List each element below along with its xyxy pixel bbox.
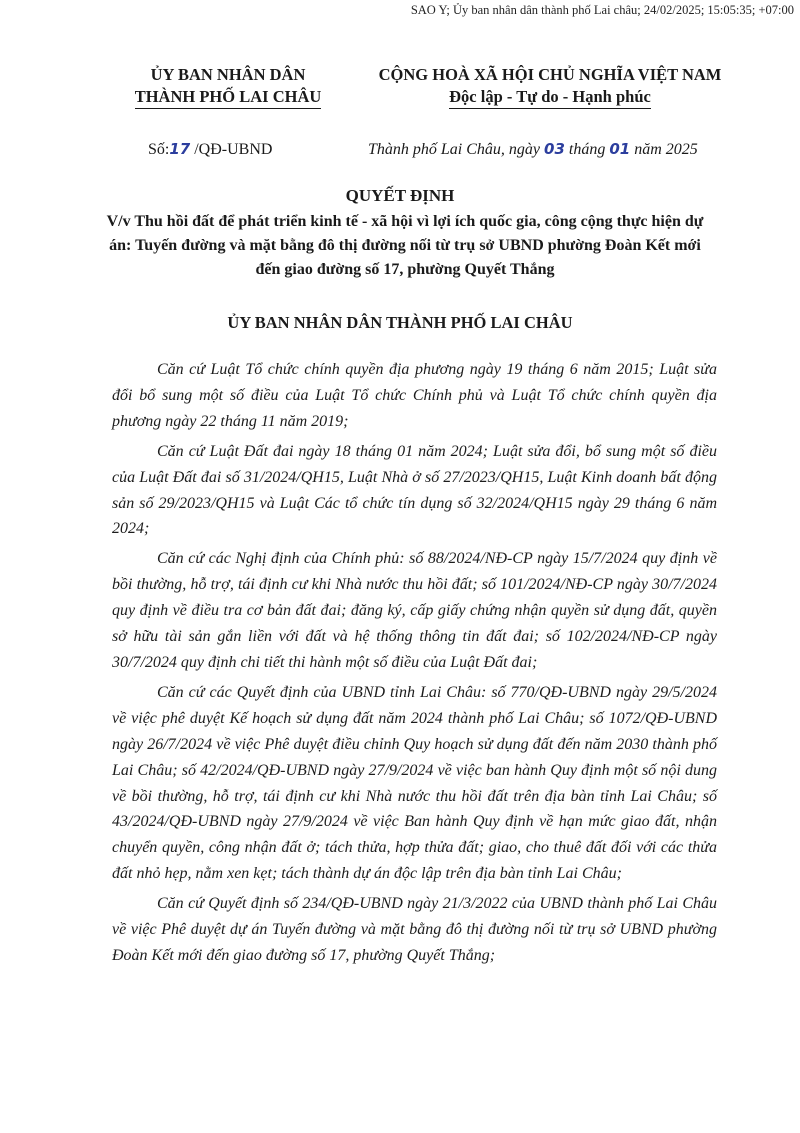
handwritten-day: 03 xyxy=(544,140,565,158)
legal-basis-paragraph: Căn cứ Luật Tổ chức chính quyền địa phương ngày 19 tháng 6 năm 2015; Luật sửa đổi bổ sung một số điều của Luật Tổ chức Chính phủ và Luật Tổ chức chính quyền địa phương ngày 22 tháng 11 năm 2019; xyxy=(112,361,717,430)
document-body xyxy=(112,357,717,973)
number-date-line xyxy=(0,140,800,164)
agency-line-2: THÀNH PHỐ LAI CHÂU xyxy=(135,86,322,109)
issuing-agency xyxy=(118,64,338,109)
legal-basis-paragraph: Căn cứ các Quyết định của UBND tỉnh Lai Châu: số 770/QĐ-UBND ngày 29/5/2024 về việc phê duyệt Kế hoạch sử dụng đất năm 2024 thành phố Lai Châu; số 1072/QĐ-UBND ngày 26/7/2024 về việc Phê duyệt điều chỉnh Quy hoạch sử dụng đất đến năm 2030 thành phố Lai Châu; số 42/2024/QĐ-UBND ngày 27/9/2024 về việc ban hành Quy định một số nội dung về bồi thường, hỗ trợ, tái định cư khi Nhà nước thu hồi đất trên địa bàn tỉnh Lai Châu; số 43/2024/QĐ-UBND ngày 27/9/2024 về việc Ban hành Quy định về hạn mức giao đất, nhận chuyển quyền, công nhận đất ở; tách thửa, hợp thửa đất; giao, cho thuê đất đối với các thửa đất nhỏ hẹp, nằm xen kẹt; tách thành dự án độc lập trên địa bàn tỉnh Lai Châu; xyxy=(112,683,717,883)
document-header xyxy=(0,64,800,124)
issuing-authority-heading: ỦY BAN NHÂN DÂN THÀNH PHỐ LAI CHÂU xyxy=(227,313,573,332)
country-name: CỘNG HOÀ XÃ HỘI CHỦ NGHĨA VIỆT NAM xyxy=(378,65,722,84)
date-prefix: Thành phố Lai Châu, ngày xyxy=(368,141,541,158)
handwritten-number: 17 xyxy=(169,140,191,158)
digital-copy-stamp: SAO Y; Ủy ban nhân dân thành phố Lai châu; 24/02/2025; 15:05:35; +07:00 xyxy=(410,3,794,17)
document-title: QUYẾT ĐỊNH xyxy=(345,186,455,205)
number-suffix: /QĐ-UBND xyxy=(194,141,273,158)
legal-basis-paragraph: Căn cứ Luật Đất đai ngày 18 tháng 01 năm 2024; Luật sửa đổi, bổ sung một số điều của Luật Đất đai số 31/2024/QH15, Luật Nhà ở số 27/2023/QH15, Luật Kinh doanh bất động sản số 29/2023/QH15 và Luật Các tổ chức tín dụng số 32/2024/QH15 ngày 29 tháng 6 năm 2024; xyxy=(112,442,717,538)
motto: Độc lập - Tự do - Hạnh phúc xyxy=(449,86,651,109)
national-motto xyxy=(350,64,750,109)
document-date xyxy=(368,140,698,159)
document-subject: V/v Thu hồi đất để phát triển kinh tế - xã hội vì lợi ích quốc gia, công cộng thực hiện dự án: Tuyến đường và mặt bằng đô thị đường nối từ trụ sở UBND phường Đoàn Kết mới đến giao đường số 17, phường Quyết Thắng xyxy=(106,213,704,278)
legal-basis-paragraph: Căn cứ Quyết định số 234/QĐ-UBND ngày 21/3/2022 của UBND thành phố Lai Châu về việc Phê duyệt dự án Tuyến đường và mặt bằng đô thị đường nối từ trụ sở UBND phường Đoàn Kết mới đến giao đường số 17, phường Quyết Thắng; xyxy=(112,895,717,964)
number-prefix: Số: xyxy=(148,141,170,158)
agency-line-1: ỦY BAN NHÂN DÂN xyxy=(150,65,306,84)
legal-basis-paragraph: Căn cứ các Nghị định của Chính phủ: số 88/2024/NĐ-CP ngày 15/7/2024 quy định về bồi thường, hỗ trợ, tái định cư khi Nhà nước thu hồi đất; số 101/2024/NĐ-CP ngày 30/7/2024 quy định về điều tra cơ bản đất đai; đăng ký, cấp giấy chứng nhận quyền sử dụng đất, quyền sở hữu tài sản gắn liền với đất và hệ thống thông tin đất đai; số 102/2024/NĐ-CP ngày 30/7/2024 quy định chi tiết thi hành một số điều của Luật Đất đai; xyxy=(112,550,717,671)
handwritten-month: 01 xyxy=(609,140,631,158)
year-text: năm 2025 xyxy=(634,141,698,158)
month-word: tháng xyxy=(568,141,606,158)
document-number xyxy=(148,140,272,159)
